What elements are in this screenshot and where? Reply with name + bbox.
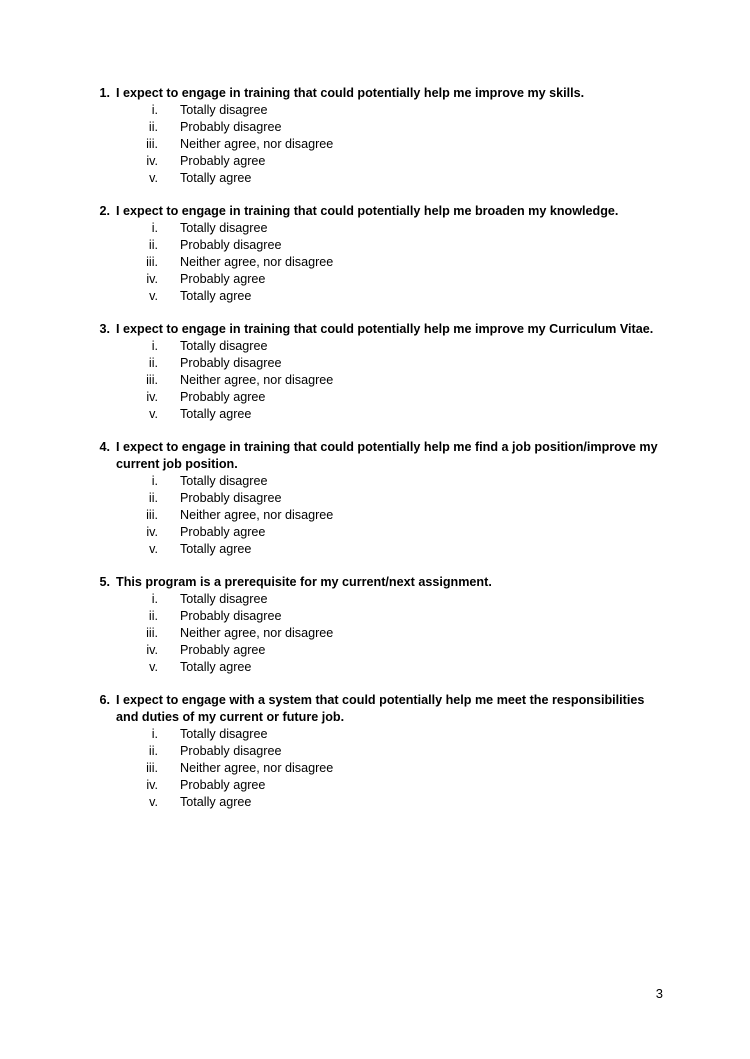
answer-option (0, 794, 750, 811)
option-label: Probably agree (180, 390, 266, 404)
option-label: Neither agree, nor disagree (180, 373, 334, 387)
answer-option (0, 153, 750, 170)
answer-option (0, 170, 750, 187)
answer-option (0, 237, 750, 254)
option-label: Neither agree, nor disagree (180, 761, 334, 775)
answer-option (0, 338, 750, 355)
option-numeral: i. (151, 592, 158, 606)
option-label: Totally agree (180, 795, 252, 809)
answer-option (0, 136, 750, 153)
option-label: Probably disagree (180, 120, 282, 134)
question-heading (0, 85, 750, 102)
option-label: Totally agree (180, 660, 252, 674)
answer-option-list (0, 726, 750, 811)
question-text: This program is a prerequisite for my current/next assignment. (116, 575, 492, 589)
page-number: 3 (655, 986, 663, 1001)
option-label: Probably agree (180, 643, 266, 657)
option-numeral: iv. (146, 643, 158, 657)
option-numeral: v. (149, 171, 158, 185)
option-label: Probably disagree (180, 609, 282, 623)
option-label: Totally agree (180, 407, 252, 421)
answer-option (0, 760, 750, 777)
answer-option (0, 743, 750, 760)
question-item (0, 203, 750, 305)
option-label: Totally agree (180, 289, 252, 303)
option-numeral: iii. (146, 373, 158, 387)
answer-option (0, 288, 750, 305)
answer-option (0, 608, 750, 625)
option-numeral: ii. (148, 609, 158, 623)
option-numeral: iii. (146, 508, 158, 522)
option-label: Totally disagree (180, 474, 268, 488)
answer-option (0, 659, 750, 676)
option-label: Neither agree, nor disagree (180, 137, 334, 151)
answer-option-list (0, 591, 750, 676)
question-item (0, 439, 750, 558)
answer-option (0, 406, 750, 423)
option-label: Probably disagree (180, 744, 282, 758)
answer-option (0, 372, 750, 389)
answer-option (0, 591, 750, 608)
option-numeral: i. (151, 221, 158, 235)
question-number: 6. (99, 693, 110, 707)
question-number: 3. (99, 322, 110, 336)
answer-option (0, 220, 750, 237)
option-numeral: iv. (146, 778, 158, 792)
answer-option (0, 389, 750, 406)
question-heading (0, 203, 750, 220)
option-label: Totally disagree (180, 339, 268, 353)
option-numeral: ii. (148, 238, 158, 252)
option-numeral: v. (149, 795, 158, 809)
question-number: 4. (99, 440, 110, 454)
option-numeral: i. (151, 103, 158, 117)
question-number: 2. (99, 204, 110, 218)
answer-option (0, 473, 750, 490)
answer-option (0, 541, 750, 558)
answer-option-list (0, 102, 750, 187)
question-text: I expect to engage in training that could potentially help me find a job position/improve my current job position. (116, 440, 658, 471)
question-number: 5. (99, 575, 110, 589)
option-label: Totally agree (180, 171, 252, 185)
option-numeral: i. (151, 339, 158, 353)
option-numeral: v. (149, 542, 158, 556)
question-number: 1. (99, 86, 110, 100)
option-numeral: iii. (146, 626, 158, 640)
answer-option (0, 271, 750, 288)
answer-option (0, 524, 750, 541)
option-numeral: ii. (148, 744, 158, 758)
option-numeral: i. (151, 474, 158, 488)
option-label: Probably disagree (180, 491, 282, 505)
question-list (0, 85, 750, 827)
option-label: Probably disagree (180, 238, 282, 252)
option-label: Totally disagree (180, 727, 268, 741)
question-heading (0, 321, 750, 338)
option-label: Probably agree (180, 154, 266, 168)
option-label: Probably agree (180, 272, 266, 286)
option-numeral: iii. (146, 137, 158, 151)
question-text: I expect to engage in training that could potentially help me improve my Curriculum Vitae. (116, 322, 654, 336)
option-numeral: iii. (146, 255, 158, 269)
option-numeral: v. (149, 660, 158, 674)
option-label: Totally agree (180, 542, 252, 556)
option-numeral: iii. (146, 761, 158, 775)
option-numeral: iv. (146, 525, 158, 539)
option-label: Totally disagree (180, 103, 268, 117)
answer-option (0, 490, 750, 507)
option-numeral: ii. (148, 120, 158, 134)
question-text: I expect to engage with a system that could potentially help me meet the responsibilities and duties of my current or future job. (116, 693, 645, 724)
question-item (0, 692, 750, 811)
question-item (0, 321, 750, 423)
answer-option (0, 726, 750, 743)
answer-option (0, 102, 750, 119)
option-label: Totally disagree (180, 592, 268, 606)
question-heading (0, 692, 750, 726)
option-numeral: v. (149, 407, 158, 421)
answer-option-list (0, 220, 750, 305)
answer-option (0, 625, 750, 642)
question-item (0, 85, 750, 187)
option-label: Neither agree, nor disagree (180, 255, 334, 269)
option-numeral: ii. (148, 491, 158, 505)
question-heading (0, 439, 750, 473)
answer-option (0, 642, 750, 659)
answer-option (0, 507, 750, 524)
option-label: Neither agree, nor disagree (180, 626, 334, 640)
answer-option-list (0, 338, 750, 423)
answer-option-list (0, 473, 750, 558)
question-heading (0, 574, 750, 591)
option-label: Probably agree (180, 525, 266, 539)
option-numeral: ii. (148, 356, 158, 370)
option-label: Totally disagree (180, 221, 268, 235)
option-numeral: iv. (146, 272, 158, 286)
option-numeral: i. (151, 727, 158, 741)
option-label: Probably disagree (180, 356, 282, 370)
option-label: Neither agree, nor disagree (180, 508, 334, 522)
answer-option (0, 119, 750, 136)
question-text: I expect to engage in training that could potentially help me broaden my knowledge. (116, 204, 619, 218)
question-text: I expect to engage in training that could potentially help me improve my skills. (116, 86, 585, 100)
answer-option (0, 254, 750, 271)
option-label: Probably agree (180, 778, 266, 792)
option-numeral: iv. (146, 154, 158, 168)
question-item (0, 574, 750, 676)
option-numeral: iv. (146, 390, 158, 404)
answer-option (0, 355, 750, 372)
option-numeral: v. (149, 289, 158, 303)
answer-option (0, 777, 750, 794)
